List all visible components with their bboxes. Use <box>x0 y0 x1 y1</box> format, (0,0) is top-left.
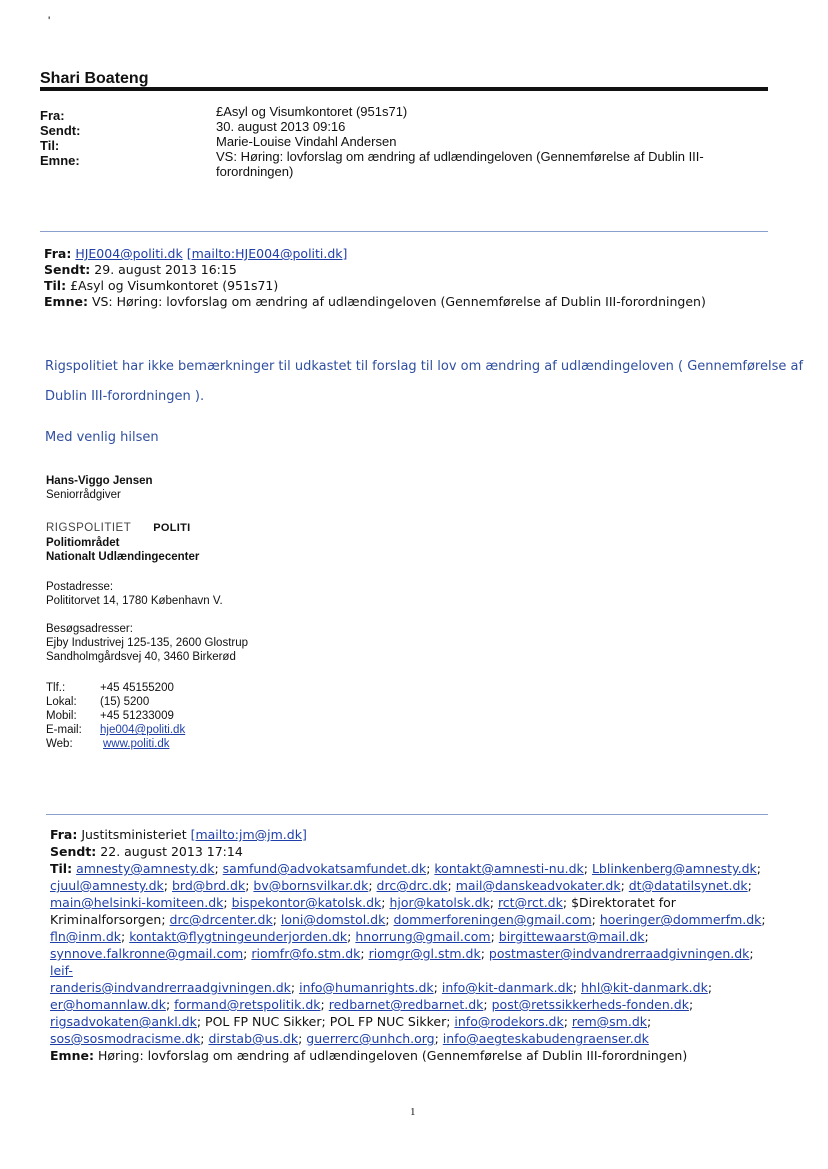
recipient-link[interactable]: hjor@katolsk.dk <box>389 895 490 910</box>
recipient-link[interactable]: mail@danskeadvokater.dk <box>455 878 621 893</box>
recipient-line: sos@sosmodracisme.dk; dirstab@us.dk; guerrerc@unhch.org; info@aegteskabudengraenser.dk <box>50 1031 649 1046</box>
signature-block <box>46 474 153 502</box>
top-sent-label: Sendt: <box>40 123 81 138</box>
recipient-link[interactable]: info@aegteskabudengraenser.dk <box>442 1031 649 1046</box>
contact-label: Web: <box>46 738 73 750</box>
recipient-link[interactable]: drc@drcenter.dk <box>169 912 273 927</box>
recipient-text: Kriminalforsorgen <box>50 912 162 927</box>
recipient-link[interactable]: dirstab@us.dk <box>208 1031 299 1046</box>
top-from-value: £Asyl og Visumkontoret (951s71) <box>216 104 408 119</box>
signature-visit-addresses <box>46 622 248 664</box>
recipient-link[interactable]: cjuul@amnesty.dk <box>50 878 164 893</box>
recipient-link[interactable]: er@homannlaw.dk <box>50 997 166 1012</box>
signature-name: Hans-Viggo Jensen <box>46 475 153 487</box>
contact-email-link[interactable]: hje004@politi.dk <box>100 724 186 736</box>
recipient-link[interactable]: postmaster@indvandrerraadgivningen.dk <box>488 946 750 961</box>
msg2-from-label: Fra: <box>44 246 72 261</box>
contact-label: Mobil: <box>46 710 77 722</box>
recipient-line: randeris@indvandrerraadgivningen.dk; info@humanrights.dk; info@kit-danmark.dk; hhl@kit-danmark.dk; <box>50 980 713 995</box>
recipient-link[interactable]: dommerforeningen@gmail.com <box>393 912 592 927</box>
recipient-link[interactable]: rct@rct.dk <box>497 895 563 910</box>
contact-mobile: +45 51233009 <box>100 710 174 722</box>
msg2-from-mailto-link[interactable]: [mailto:HJE004@politi.dk] <box>186 246 348 261</box>
recipient-link[interactable]: amnesty@amnesty.dk <box>76 861 215 876</box>
recipient-link[interactable]: post@retssikkerheds-fonden.dk <box>491 997 689 1012</box>
msg2-body-line-2: Dublin III-forordningen ). <box>45 389 205 404</box>
recipient-link[interactable]: sos@sosmodracisme.dk <box>50 1031 201 1046</box>
recipient-link[interactable]: riomfr@fo.stm.dk <box>251 946 361 961</box>
post-address-label: Postadresse: <box>46 581 114 593</box>
top-subject-label: Emne: <box>40 153 80 168</box>
recipient-line: synnove.falkronne@gmail.com; riomfr@fo.stm.dk; riomgr@gl.stm.dk; postmaster@indvandrerraadgivningen.dk; leif- <box>50 946 754 978</box>
recipient-link[interactable]: bispekontor@katolsk.dk <box>231 895 382 910</box>
recipient-link[interactable]: info@humanrights.dk <box>299 980 434 995</box>
recipient-link[interactable]: hnorrung@gmail.com <box>355 929 491 944</box>
msg3-sent-value: 22. august 2013 17:14 <box>100 844 243 859</box>
msg2-sent-label: Sendt: <box>44 262 91 277</box>
contact-web-link[interactable]: www.politi.dk <box>103 738 170 750</box>
msg3-subject-value: Høring: lovforslag om ændring af udlændingeloven (Gennemførelse af Dublin III-forordningen) <box>97 1048 688 1063</box>
top-to-label: Til: <box>40 138 60 153</box>
contact-label: Lokal: <box>46 696 77 708</box>
recipient-line: cjuul@amnesty.dk; brd@brd.dk; bv@bornsvilkar.dk; drc@drc.dk; mail@danskeadvokater.dk; dt@datatilsynet.dk; <box>50 878 752 893</box>
recipient-link[interactable]: kontakt@amnesti-nu.dk <box>434 861 584 876</box>
signature-org-line-2: Nationalt Udlændingecenter <box>46 551 200 563</box>
recipient-line: fln@inm.dk; kontakt@flygtningeunderjorden.dk; hnorrung@gmail.com; birgittewaarst@mail.dk; <box>50 929 649 944</box>
msg2-subject-label: Emne: <box>44 294 88 309</box>
signature-org-line-1: Politiområdet <box>46 537 120 549</box>
msg3-from-label: Fra: <box>50 827 78 842</box>
message-divider <box>40 231 768 232</box>
recipient-link[interactable]: randeris@indvandrerraadgivningen.dk <box>50 980 291 995</box>
message-2-body <box>45 352 805 412</box>
message-divider <box>46 814 768 815</box>
politi-logo-mark: POLITI <box>153 522 191 534</box>
contact-label: E-mail: <box>46 724 82 736</box>
msg2-to-label: Til: <box>44 278 67 293</box>
visit-address-label: Besøgsadresser: <box>46 623 133 635</box>
rigspolitiet-logo-text: RIGSPOLITIET <box>46 522 132 534</box>
top-sent-value: 30. august 2013 09:16 <box>216 119 346 134</box>
recipient-link[interactable]: hhl@kit-danmark.dk <box>581 980 708 995</box>
recipient-link[interactable]: drc@drc.dk <box>376 878 448 893</box>
top-header-labels <box>40 108 80 168</box>
recipient-link[interactable]: synnove.falkronne@gmail.com <box>50 946 244 961</box>
recipient-line: Kriminalforsorgen; drc@drcenter.dk; loni@domstol.dk; dommerforeningen@gmail.com; hoeringer@dommerfm.dk; <box>50 912 766 927</box>
header-rule <box>40 87 768 91</box>
recipient-text: POL FP NUC Sikker <box>329 1014 447 1029</box>
signature-title: Seniorrådgiver <box>46 489 121 501</box>
recipient-line: Til: amnesty@amnesty.dk; samfund@advokatsamfundet.dk; kontakt@amnesti-nu.dk; Lblinkenberg@amnesty.dk; <box>50 861 761 876</box>
msg2-from-email-link[interactable]: HJE004@politi.dk <box>75 246 183 261</box>
recipient-link[interactable]: kontakt@flygtningeunderjorden.dk <box>129 929 348 944</box>
recipient-link[interactable]: bv@bornsvilkar.dk <box>253 878 369 893</box>
recipient-link[interactable]: rem@sm.dk <box>571 1014 647 1029</box>
msg3-from-mailto-link[interactable]: [mailto:jm@jm.dk] <box>190 827 307 842</box>
recipient-link[interactable]: redbarnet@redbarnet.dk <box>328 997 484 1012</box>
recipient-link[interactable]: birgittewaarst@mail.dk <box>498 929 645 944</box>
recipient-line: rigsadvokaten@ankl.dk; POL FP NUC Sikker; POL FP NUC Sikker; info@rodekors.dk; rem@sm.dk; <box>50 1014 652 1029</box>
police-logo <box>46 518 191 536</box>
recipient-link[interactable]: leif- <box>50 963 73 978</box>
recipient-text: POL FP NUC Sikker <box>205 1014 322 1029</box>
recipient-link[interactable]: Lblinkenberg@amnesty.dk <box>591 861 757 876</box>
msg2-to-value: £Asyl og Visumkontoret (951s71) <box>70 278 279 293</box>
msg2-sent-value: 29. august 2013 16:15 <box>94 262 237 277</box>
msg3-to-label: Til: <box>50 861 73 876</box>
top-from-label: Fra: <box>40 108 65 123</box>
top-subject-value-cont: forordningen) <box>216 164 294 179</box>
contact-phone: +45 45155200 <box>100 682 174 694</box>
recipient-link[interactable]: formand@retspolitik.dk <box>174 997 321 1012</box>
contact-local: (15) 5200 <box>100 696 150 708</box>
recipient-link[interactable]: info@rodekors.dk <box>454 1014 564 1029</box>
recipient-link[interactable]: loni@domstol.dk <box>280 912 386 927</box>
contact-label: Tlf.: <box>46 682 66 694</box>
recipient-link[interactable]: info@kit-danmark.dk <box>441 980 573 995</box>
top-subject-value: VS: Høring: lovforslag om ændring af udlændingeloven (Gennemførelse af Dublin III- <box>216 149 704 164</box>
recipient-list <box>50 860 780 1047</box>
top-header-values <box>216 104 756 179</box>
signature-contacts <box>46 681 185 751</box>
recipient-link[interactable]: hoeringer@dommerfm.dk <box>599 912 762 927</box>
visit-address-1: Ejby Industrivej 125-135, 2600 Glostrup <box>46 637 249 649</box>
recipient-link[interactable]: brd@brd.dk <box>171 878 246 893</box>
page-number: 1 <box>410 1106 416 1118</box>
visit-address-2: Sandholmgårdsvej 40, 3460 Birkerød <box>46 651 236 663</box>
signature-org <box>46 536 199 564</box>
mailbox-owner-name: Shari Boateng <box>40 70 149 87</box>
recipient-link[interactable]: dt@datatilsynet.dk <box>628 878 748 893</box>
msg2-body-line-1: Rigspolitiet har ikke bemærkninger til udkastet til forslag til lov om ændring af udlændingeloven ( Gennemførelse af <box>45 359 804 374</box>
msg2-greeting: Med venlig hilsen <box>45 430 159 445</box>
message-3-header <box>50 826 780 1064</box>
msg3-sent-label: Sendt: <box>50 844 97 859</box>
recipient-text: $Direktoratet for <box>571 895 676 910</box>
post-address-value: Polititorvet 14, 1780 København V. <box>46 595 223 607</box>
signature-post-address <box>46 580 223 608</box>
msg3-from-value: Justitsministeriet <box>81 827 187 842</box>
recipient-link[interactable]: guerrerc@unhch.org <box>306 1031 435 1046</box>
recipient-link[interactable]: main@helsinki-komiteen.dk <box>50 895 224 910</box>
recipient-link[interactable]: riomgr@gl.stm.dk <box>368 946 481 961</box>
msg2-subject-value: VS: Høring: lovforslag om ændring af udlændingeloven (Gennemførelse af Dublin III-forordningen) <box>91 294 706 309</box>
recipient-link[interactable]: rigsadvokaten@ankl.dk <box>50 1014 197 1029</box>
stray-mark: ' <box>48 14 51 28</box>
recipient-link[interactable]: fln@inm.dk <box>50 929 122 944</box>
recipient-link[interactable]: samfund@advokatsamfundet.dk <box>222 861 427 876</box>
recipient-line: main@helsinki-komiteen.dk; bispekontor@katolsk.dk; hjor@katolsk.dk; rct@rct.dk; $Direktoratet for <box>50 895 676 910</box>
message-2-header <box>44 246 784 310</box>
top-to-value: Marie-Louise Vindahl Andersen <box>216 134 397 149</box>
msg3-subject-label: Emne: <box>50 1048 94 1063</box>
recipient-line: er@homannlaw.dk; formand@retspolitik.dk; redbarnet@redbarnet.dk; post@retssikkerheds-fonden.dk; <box>50 997 694 1012</box>
